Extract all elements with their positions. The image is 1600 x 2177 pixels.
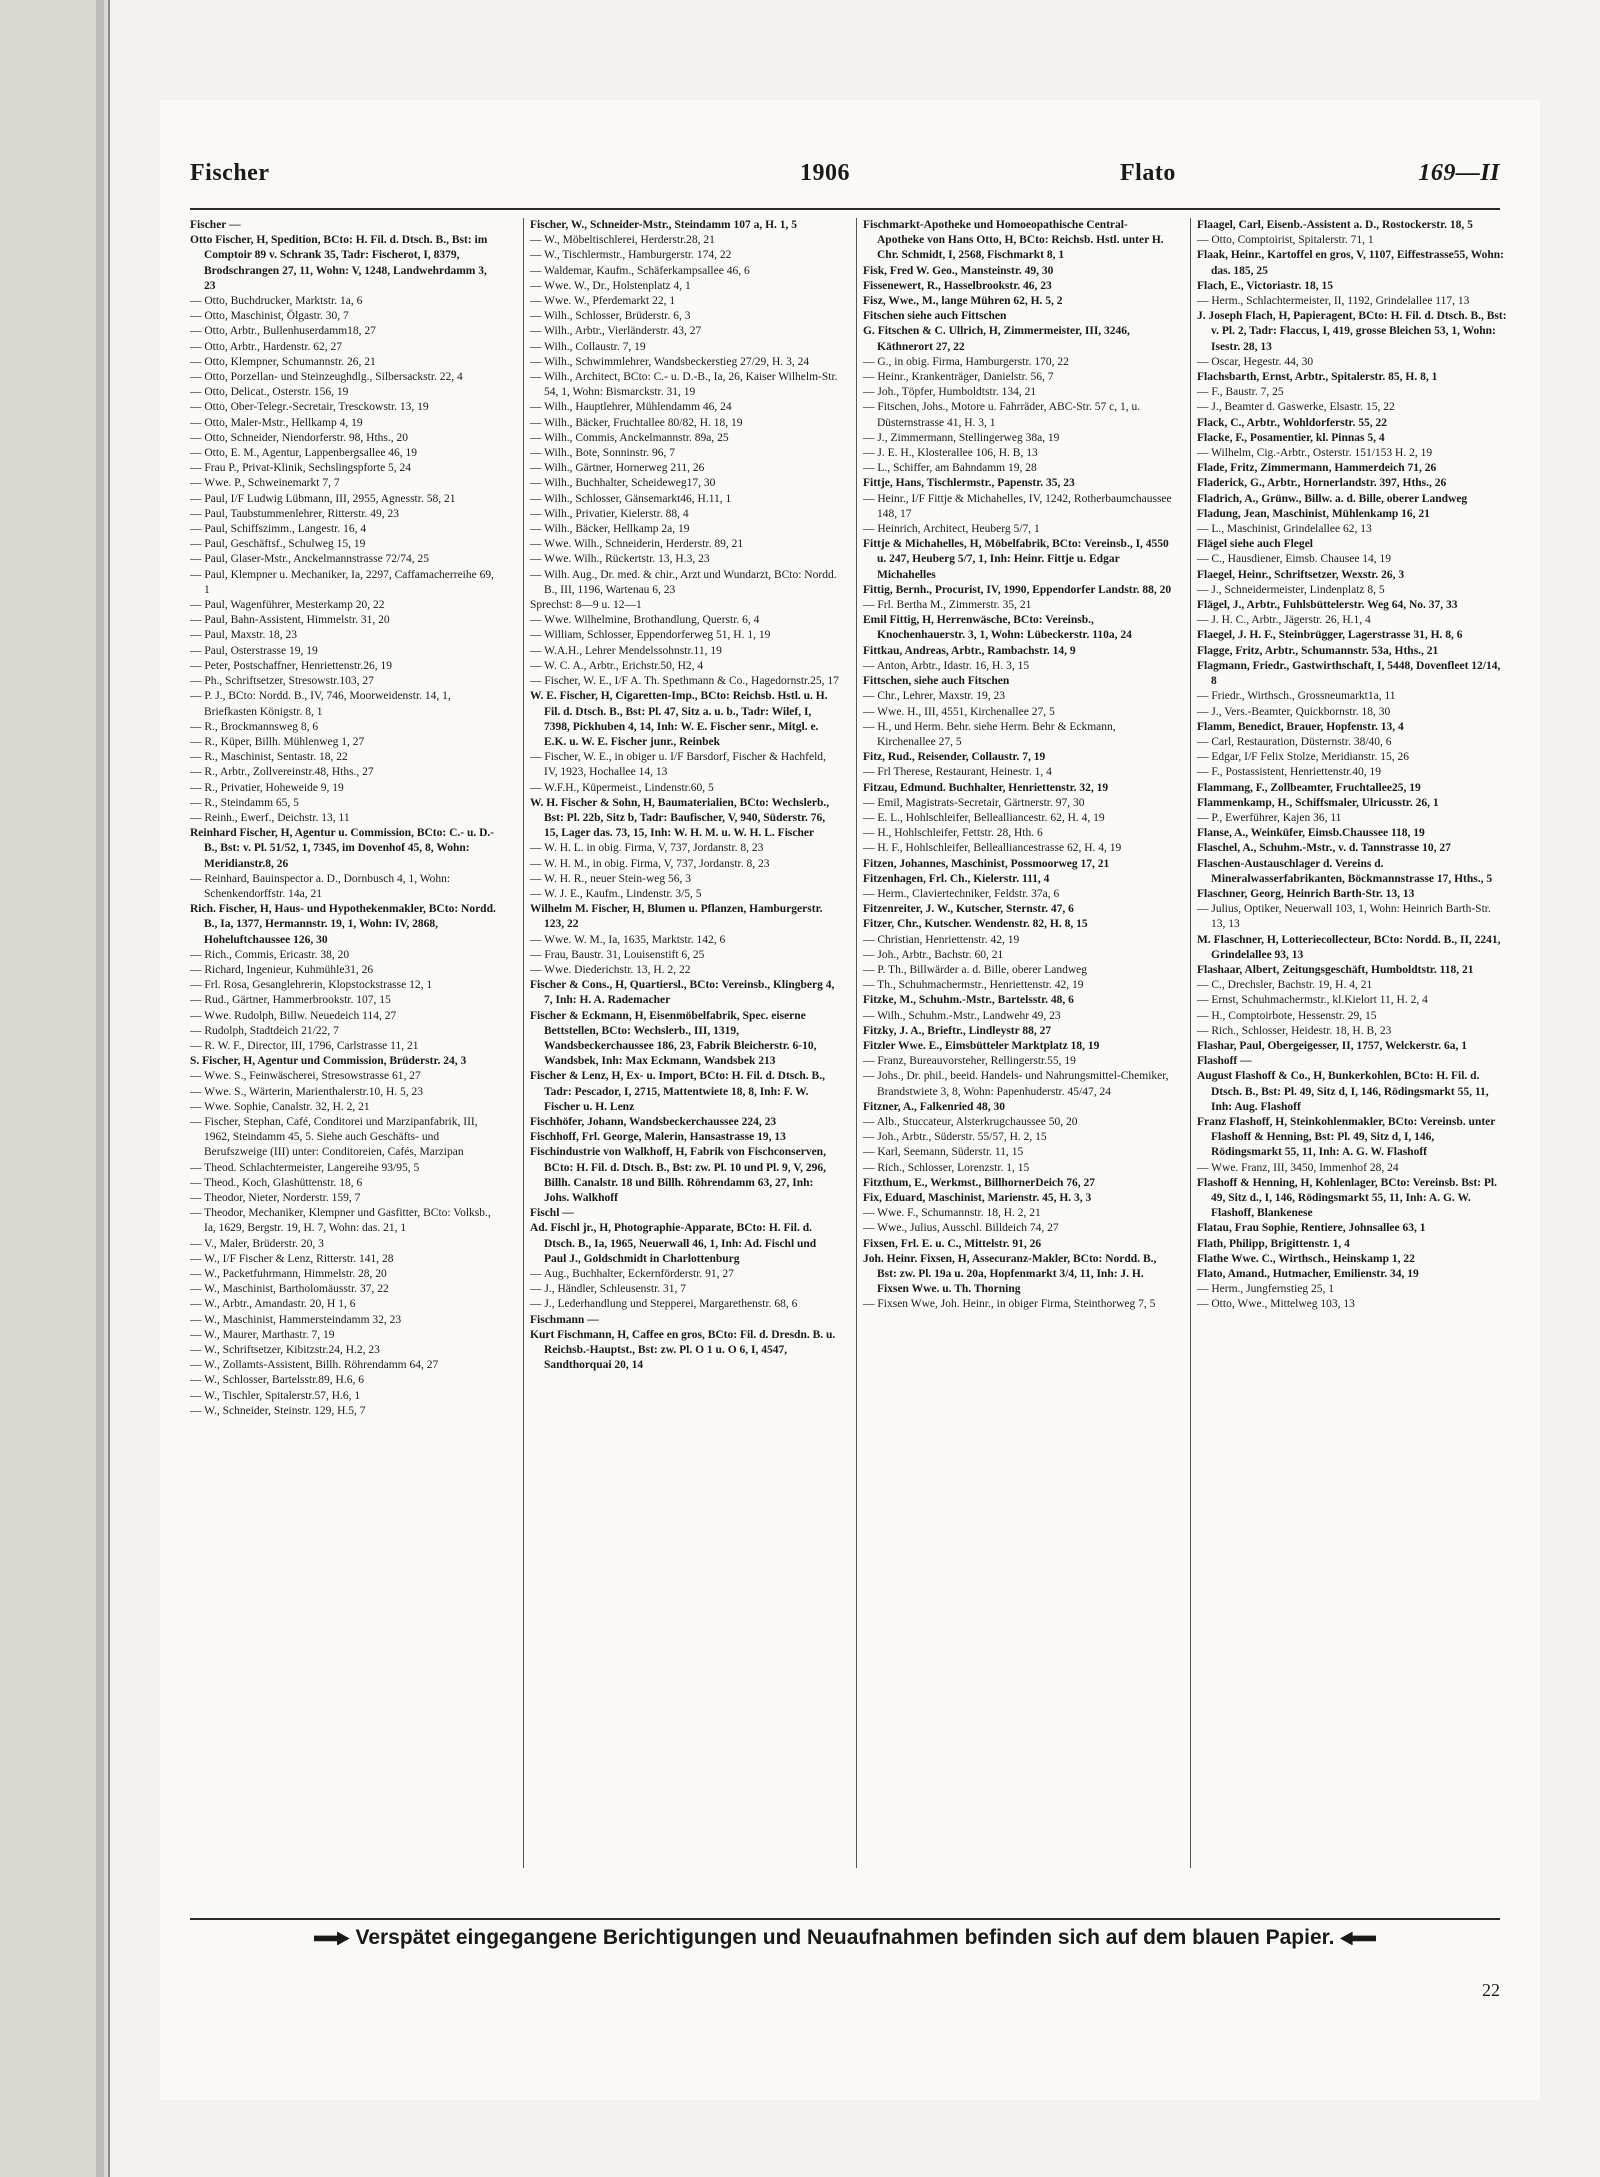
directory-entry: Flashoff — [1197, 1055, 1252, 1068]
directory-entry: Fittschen, siehe auch Fitschen [863, 675, 1010, 688]
directory-entry: — W., Maschinist, Bartholomäusstr. 37, 22 [190, 1283, 389, 1296]
directory-entry: — J., Beamter d. Gaswerke, Elsastr. 15, 22 [1197, 401, 1395, 414]
directory-entry: Fitzner, A., Falkenried 48, 30 [863, 1100, 1006, 1113]
directory-entry: Emil Fittig, H, Herrenwäsche, BCto: Vereinsb., Knochenhauerstr. 3, 1, Wohn: Lübeckerstr. 110a, 24 [863, 614, 1132, 642]
directory-entry: Fischmarkt-Apotheke und Homoeopathische Central-Apotheke von Hans Otto, H, BCto: Reichsb. Hstl. unter H. Chr. Schmidt, I, 2568, Fischmarkt 8, 1 [863, 219, 1164, 262]
directory-entry: Flade, Fritz, Zimmermann, Hammerdeich 71, 26 [1197, 462, 1437, 475]
directory-entry: Fitzthum, E., Werkmst., BillhornerDeich 76, 27 [863, 1176, 1096, 1189]
directory-entry: Flagmann, Friedr., Gastwirthschaft, I, 5448, Dovenfleet 12/14, 8 [1197, 659, 1501, 688]
directory-entry: Flaegel, Heinr., Schriftsetzer, Wexstr. 26, 3 [1197, 568, 1405, 581]
directory-entry: — G., in obig. Firma, Hamburgerstr. 170, 22 [863, 355, 1069, 368]
column-2 [523, 218, 840, 1868]
directory-entry: — Paul, Schiffszimm., Langestr. 16, 4 [190, 523, 367, 536]
directory-entry: — Otto, Klempner, Schumannstr. 26, 21 [190, 355, 376, 368]
directory-entry: Fittig, Bernh., Procurist, IV, 1990, Eppendorfer Landstr. 88, 20 [863, 583, 1172, 596]
directory-entry: — Paul, Maxstr. 18, 23 [190, 629, 298, 642]
directory-entry: — R., Privatier, Hoheweide 9, 19 [190, 781, 344, 794]
directory-entry: — Theod. Schlachtermeister, Langereihe 93/95, 5 [190, 1161, 420, 1174]
directory-entry: — Rich., Schlosser, Heidestr. 18, H. B, 23 [1197, 1024, 1392, 1037]
directory-entry: Flach, E., Victoriastr. 18, 15 [1197, 279, 1333, 292]
directory-entry: — Fischer, Stephan, Café, Conditorei und Marzipanfabrik, III, 1962, Steindamm 45, 5. Siehe auch Geschäfts- und Berufszweige (III) unter: Conditoreien, Cafés, Marzipan [190, 1115, 478, 1159]
directory-entry: Reinhard Fischer, H, Agentur u. Commission, BCto: C.- u. D.-B., Bst: v. Pl. 51/52, 1, 7345, im Dovenhof 45, 8, Wohn: Meridianstr.8, 26 [190, 827, 495, 870]
directory-entry: — Paul, Klempner u. Mechaniker, Ia, 2297, Caffamacherreihe 69, 1 [190, 568, 494, 596]
directory-entry: — Otto, Comptoirist, Spitalerstr. 71, 1 [1197, 234, 1374, 247]
directory-entry: — Wwe. W. M., Ia, 1635, Marktstr. 142, 6 [530, 933, 726, 946]
directory-entry: — Rud., Gärtner, Hammerbrookstr. 107, 15 [190, 994, 391, 1007]
directory-entry: — Anton, Arbtr., Idastr. 16, H. 3, 15 [863, 659, 1030, 672]
header-year: 1906 [800, 160, 850, 186]
directory-entry: Flashaar, Albert, Zeitungsgeschäft, Humboldtstr. 118, 21 [1197, 963, 1474, 976]
directory-entry: Fittje & Michahelles, H, Möbelfabrik, BCto: Vereinsb., I, 4550 u. 247, Heuberg 5/7, 1, Inh: Heinr. Fittje u. Edgar Michahelles [863, 538, 1169, 581]
directory-entry: — Wwe. H., III, 4551, Kirchenallee 27, 5 [863, 705, 1055, 718]
directory-entry: — Wilh., Schuhm.-Mstr., Landwehr 49, 23 [863, 1009, 1061, 1022]
directory-entry: — Karl, Seemann, Süderstr. 11, 15 [863, 1146, 1024, 1159]
directory-entry: — R., Brockmannsweg 8, 6 [190, 720, 319, 733]
directory-entry: — Otto, Maschinist, Ölgastr. 30, 7 [190, 310, 349, 323]
directory-entry: Flaak, Heinr., Kartoffel en gros, V, 1107, Eiffestrasse55, Wohn: das. 185, 25 [1197, 249, 1504, 277]
directory-entry: Fischhoff, Frl. George, Malerin, Hansastrasse 19, 13 [530, 1131, 786, 1144]
directory-entry: — W., Maschinist, Hammersteindamm 32, 23 [190, 1313, 402, 1326]
directory-entry: — R., Küper, Billh. Mühlenweg 1, 27 [190, 735, 365, 748]
directory-entry: — Wilh., Gärtner, Hornerweg 211, 26 [530, 462, 705, 475]
directory-entry: — Wwe. Franz, III, 3450, Immenhof 28, 24 [1197, 1161, 1399, 1174]
header-page-number: 169—II [1418, 160, 1500, 186]
directory-entry: — Heinr., I/F Fittje & Michahelles, IV, 1242, Rotherbaumchaussee 148, 17 [863, 492, 1172, 520]
directory-entry: — Richard, Ingenieur, Kuhmühle31, 26 [190, 963, 374, 976]
directory-page [160, 100, 1540, 2100]
directory-entry: — Frau P., Privat-Klinik, Sechslingspforte 5, 24 [190, 462, 412, 475]
directory-entry: — W. H. R., neuer Stein-weg 56, 3 [530, 872, 691, 885]
directory-entry: Flaegel, J. H. F., Steinbrügger, Lagerstrasse 31, H. 8, 6 [1197, 629, 1463, 642]
directory-entry: — Wwe. Wilh., Rückertstr. 13, H.3, 23 [530, 553, 710, 566]
directory-entry: — Theod., Koch, Glashüttenstr. 18, 6 [190, 1176, 363, 1189]
directory-entry: — Paul, Bahn-Assistent, Himmelstr. 31, 20 [190, 614, 390, 627]
directory-entry: — W.F.H., Küpermeist., Lindenstr.60, 5 [530, 781, 714, 794]
directory-entry: — W. H. L. in obig. Firma, V, 737, Jordanstr. 8, 23 [530, 842, 764, 855]
directory-entry: — Chr., Lehrer, Maxstr. 19, 23 [863, 690, 1005, 703]
directory-entry: — Johs., Dr. phil., beeid. Handels- und Nahrungsmittel-Chemiker, Brandstwiete 3, 8, Wohn: Papenhuderstr. 45/47, 24 [863, 1070, 1169, 1098]
directory-entry: — Otto, Buchdrucker, Marktstr. 1a, 6 [190, 295, 363, 308]
pointing-hand-icon [314, 1931, 350, 1945]
column-3 [856, 218, 1173, 1868]
directory-entry: Fischhöfer, Johann, Wandsbeckerchaussee 224, 23 [530, 1115, 777, 1128]
directory-entry: Flanse, A., Weinküfer, Eimsb.Chaussee 118, 19 [1197, 827, 1425, 840]
directory-entry: Fischer & Cons., H, Quartiersl., BCto: Vereinsb., Klingberg 4, 7, Inh: H. A. Rademacher [530, 979, 835, 1007]
directory-entry: Flatau, Frau Sophie, Rentiere, Johnsallee 63, 1 [1197, 1222, 1426, 1235]
directory-entry: — Paul, I/F Ludwig Lübmann, III, 2955, Agnesstr. 58, 21 [190, 492, 456, 505]
directory-entry: — Aug., Buchhalter, Eckernförderstr. 91, 27 [530, 1268, 734, 1281]
directory-entry: August Flashoff & Co., H, Bunkerkohlen, BCto: H. Fil. d. Dtsch. B., Bst: Pl. 49, Sitz d, I, 146, Rödingsmarkt 55, 11, Inh: Aug. Flashoff [1197, 1070, 1489, 1113]
directory-entry: — P. Th., Billwärder a. d. Bille, oberer Landweg [863, 963, 1087, 976]
directory-entry: — Christian, Henriettenstr. 42, 19 [863, 933, 1020, 946]
adjacent-page-edge [0, 0, 110, 2177]
directory-entry: Flägel, J., Arbtr., Fuhlsbüttelerstr. Weg 64, No. 37, 33 [1197, 599, 1458, 612]
directory-entry: — Paul, Osterstrasse 19, 19 [190, 644, 318, 657]
directory-entry: — Rudolph, Stadtdeich 21/22, 7 [190, 1024, 339, 1037]
directory-entry: Flaschel, A., Schuhm.-Mstr., v. d. Tannstrasse 10, 27 [1197, 842, 1451, 855]
directory-entry: — Otto, Maler-Mstr., Hellkamp 4, 19 [190, 416, 363, 429]
directory-entry: Fisz, Wwe., M., lange Mühren 62, H. 5, 2 [863, 295, 1063, 308]
directory-entry: Fitzenreiter, J. W., Kutscher, Sternstr. 47, 6 [863, 903, 1074, 916]
running-header [190, 160, 1500, 190]
directory-entry: Fischer, W., Schneider-Mstr., Steindamm 107 a, H. 1, 5 [530, 219, 798, 231]
directory-entry: — Paul, Glaser-Mstr., Anckelmannstrasse 72/74, 25 [190, 553, 430, 566]
directory-entry: — Wwe. Rudolph, Billw. Neuedeich 114, 27 [190, 1009, 397, 1022]
directory-entry: — Frl. Bertha M., Zimmerstr. 35, 21 [863, 599, 1032, 612]
directory-entry: — Wwe. Wilhelmine, Brothandlung, Querstr. 6, 4 [530, 614, 760, 627]
directory-entry: — Wilh., Bote, Sonninstr. 96, 7 [530, 447, 676, 460]
directory-entry: — Wilh., Architect, BCto: C.- u. D.-B., Ia, 26, Kaiser Wilhelm-Str. 54, 1, Wohn: Bismarckstr. 31, 19 [530, 371, 838, 399]
directory-entry: Rich. Fischer, H, Haus- und Hypothekenmakler, BCto: Nordd. B., Ia, 1377, Hermannstr. 19, 1, Wohn: IV, 2868, Hoheluftchaussee 126, 30 [190, 903, 496, 946]
directory-entry: — Wwe. F., Schumannstr. 18, H. 2, 21 [863, 1207, 1041, 1220]
directory-entry: Fisk, Fred W. Geo., Mansteinstr. 49, 30 [863, 264, 1054, 277]
directory-entry: — Wilh., Collaustr. 7, 19 [530, 340, 646, 353]
directory-entry: Fitzky, J. A., Brieftr., Lindleystr 88, 27 [863, 1024, 1052, 1037]
directory-entry: Fitz, Rud., Reisender, Collaustr. 7, 19 [863, 751, 1046, 764]
directory-entry: Flath, Philipp, Brigittenstr. 1, 4 [1197, 1237, 1350, 1250]
directory-entry: — W., Schriftsetzer, Kibitzstr.24, H.2, 23 [190, 1344, 380, 1357]
directory-entry: Flägel siehe auch Flegel [1197, 538, 1313, 551]
directory-entry: — Wilh., Buchhalter, Scheideweg17, 30 [530, 477, 716, 490]
directory-entry: Flammenkamp, H., Schiffsmaler, Ulricusstr. 26, 1 [1197, 796, 1439, 809]
directory-entry: Fladerick, G., Arbtr., Hornerlandstr. 397, Hths., 26 [1197, 477, 1447, 490]
directory-entry: Fitzenhagen, Frl. Ch., Kielerstr. 111, 4 [863, 872, 1050, 885]
directory-entry: Flashar, Paul, Obergeigesser, II, 1757, Welckerstr. 6a, 1 [1197, 1039, 1468, 1052]
directory-entry: — J. H. C., Arbtr., Jägerstr. 26, H.1, 4 [1197, 614, 1371, 627]
binding-strip [96, 0, 104, 2177]
directory-entry: — Otto, Delicat., Osterstr. 156, 19 [190, 386, 349, 399]
directory-entry: — Otto, Wwe., Mittelweg 103, 13 [1197, 1298, 1355, 1311]
directory-entry: — F., Postassistent, Henriettenstr.40, 19 [1197, 766, 1382, 779]
directory-entry: W. E. Fischer, H, Cigaretten-Imp., BCto: Reichsb. Hstl. u. H. Fil. d. Dtsch. B., Bst: Pl. 47, Sitz a. u. b., Tadr: Wilef, I, 7398, Pickhuben 4, 14, Inh: W. E. Fischer senr., Mitgl. e. E.K. u. W. E. Fischer junr., Reinbek [530, 690, 828, 748]
directory-entry: Flaagel, Carl, Eisenb.-Assistent a. D., Rostockerstr. 18, 5 [1197, 219, 1473, 231]
directory-entry: — Wwe. Diederichstr. 13, H. 2, 22 [530, 963, 691, 976]
directory-entry: — Oscar, Hegestr. 44, 30 [1197, 355, 1314, 368]
directory-entry: — L., Maschinist, Grindelallee 62, 13 [1197, 523, 1372, 536]
directory-entry: — Ernst, Schuhmachermstr., kl.Kielort 11, H. 2, 4 [1197, 994, 1428, 1007]
directory-entry: — W., Möbeltischlerei, Herderstr.28, 21 [530, 234, 715, 247]
directory-entry: — Fischer, W. E., I/F A. Th. Spethmann & Co., Hagedornstr.25, 17 [530, 675, 839, 688]
column-4 [1190, 218, 1507, 1868]
directory-entry: Flacke, F., Posamentier, kl. Pinnas 5, 4 [1197, 431, 1385, 444]
directory-entry: M. Flaschner, H, Lotteriecollecteur, BCto: Nordd. B., II, 2241, Grindelallee 93, 13 [1197, 933, 1501, 961]
directory-entry: — Waldemar, Kaufm., Schäferkampsallee 46, 6 [530, 264, 750, 277]
directory-entry: Flachsbarth, Ernst, Arbtr., Spitalerstr. 85, H. 8, 1 [1197, 371, 1438, 384]
entry-columns [190, 218, 1507, 1868]
directory-entry: — J., Zimmermann, Stellingerweg 38a, 19 [863, 431, 1060, 444]
directory-entry: — Alb., Stuccateur, Alsterkrugchaussee 50, 20 [863, 1115, 1078, 1128]
directory-entry: — W., Packetfuhrmann, Himmelstr. 28, 20 [190, 1268, 387, 1281]
footer-notice [200, 1926, 1490, 1950]
directory-entry: — V., Maler, Brüderstr. 20, 3 [190, 1237, 324, 1250]
header-first-name: Fischer [190, 160, 270, 186]
directory-entry: — Peter, Postschaffner, Henriettenstr.26, 19 [190, 659, 392, 672]
directory-entry: — Heinrich, Architect, Heuberg 5/7, 1 [863, 523, 1040, 536]
directory-entry: — W., Arbtr., Amandastr. 20, H 1, 6 [190, 1298, 356, 1311]
directory-entry: — Wilh., Arbtr., Vierländerstr. 43, 27 [530, 325, 702, 338]
directory-entry: — H. F., Hohlschleifer, Bellealliancestrasse 62, H. 4, 19 [863, 842, 1122, 855]
directory-entry: — Frl Therese, Restaurant, Heinestr. 1, 4 [863, 766, 1052, 779]
directory-entry: — Wilh., Privatier, Kielerstr. 88, 4 [530, 507, 689, 520]
directory-entry: Flashoff & Henning, H, Kohlenlager, BCto: Vereinsb. Bst: Pl. 49, Sitz d., I, 146, Rödingsmarkt 55, 11, Inh: A. G. W. Flashoff, Blankenese [1197, 1176, 1497, 1220]
directory-entry: — W., I/F Fischer & Lenz, Ritterstr. 141, 28 [190, 1252, 394, 1265]
directory-entry: — W., Maurer, Marthastr. 7, 19 [190, 1328, 335, 1341]
directory-entry: — Franz, Bureauvorsteher, Rellingerstr.55, 19 [863, 1055, 1076, 1068]
directory-entry: Fitschen siehe auch Fittschen [863, 310, 1007, 323]
directory-entry: — Wwe. Wilh., Schneiderin, Herderstr. 89, 21 [530, 538, 744, 551]
directory-entry: Flammang, F., Zollbeamter, Fruchtallee25, 19 [1197, 781, 1421, 794]
directory-entry: — Emil, Magistrats-Secretair, Gärtnerstr. 97, 30 [863, 796, 1085, 809]
directory-entry: — W., Tischlermstr., Hamburgerstr. 174, 22 [530, 249, 732, 262]
directory-entry: Flathe Wwe. C., Wirthsch., Heinskamp 1, 22 [1197, 1252, 1415, 1265]
directory-entry: — Wwe. P., Schweinemarkt 7, 7 [190, 477, 340, 490]
directory-entry: — Otto, Schneider, Niendorferstr. 98, Hths., 20 [190, 431, 409, 444]
directory-entry: — Herm., Claviertechniker, Feldstr. 37a, 6 [863, 887, 1060, 900]
directory-entry: — W. J. E., Kaufm., Lindenstr. 3/5, 5 [530, 887, 702, 900]
directory-entry: — Rich., Schlosser, Lorenzstr. 1, 15 [863, 1161, 1030, 1174]
directory-entry: Fischer — [190, 219, 241, 231]
directory-entry: — J., Händler, Schleusenstr. 31, 7 [530, 1283, 687, 1296]
directory-entry: — R., Maschinist, Sentastr. 18, 22 [190, 751, 348, 764]
directory-entry: — Paul, Geschäftsf., Schulweg 15, 19 [190, 538, 366, 551]
directory-entry: — Reinh., Ewerf., Deichstr. 13, 11 [190, 811, 350, 824]
directory-entry: Fladung, Jean, Maschinist, Mühlenkamp 16, 21 [1197, 507, 1430, 520]
directory-entry: — H., Comptoirbote, Hessenstr. 29, 15 [1197, 1009, 1377, 1022]
directory-entry: — Theodor, Mechaniker, Klempner und Gasfitter, BCto: Volksb., Ia, 1629, Bergstr. 19, H. 7, Wohn: das. 21, 1 [190, 1207, 491, 1235]
footer-rule [190, 1918, 1500, 1920]
directory-entry: Flack, C., Arbtr., Wohldorferstr. 55, 22 [1197, 416, 1387, 429]
directory-entry: — R. W. F., Director, III, 1796, Carlstrasse 11, 21 [190, 1039, 419, 1052]
directory-entry: — J., Vers.-Beamter, Quickbornstr. 18, 30 [1197, 705, 1391, 718]
directory-entry: — R., Steindamm 65, 5 [190, 796, 299, 809]
directory-entry: — Wwe. Sophie, Canalstr. 32, H. 2, 21 [190, 1100, 370, 1113]
directory-entry: — Ph., Schriftsetzer, Stresowstr.103, 27 [190, 675, 374, 688]
directory-entry: — J., Lederhandlung und Stepperei, Margarethenstr. 68, 6 [530, 1298, 798, 1311]
directory-entry: — W., Schneider, Steinstr. 129, H.5, 7 [190, 1404, 366, 1417]
directory-entry: Flamm, Benedict, Brauer, Hopfenstr. 13, 4 [1197, 720, 1404, 733]
directory-entry: — Th., Schuhmachermstr., Henriettenstr. 42, 19 [863, 979, 1084, 992]
directory-entry: Fitzler Wwe. E., Eimsbütteler Marktplatz 18, 19 [863, 1039, 1100, 1052]
directory-entry: — W.A.H., Lehrer Mendelssohnstr.11, 19 [530, 644, 722, 657]
directory-entry: — E. L., Hohlschleifer, Bellealliancestr. 62, H. 4, 19 [863, 811, 1105, 824]
directory-entry: Fixsen, Frl. E. u. C., Mittelstr. 91, 26 [863, 1237, 1042, 1250]
directory-entry: — Wwe. W., Pferdemarkt 22, 1 [530, 295, 676, 308]
directory-entry: — Joh., Arbtr., Bachstr. 60, 21 [863, 948, 1004, 961]
directory-entry: — R., Arbtr., Zollvereinstr.48, Hths., 27 [190, 766, 374, 779]
directory-entry: — C., Hausdiener, Eimsb. Chausee 14, 19 [1197, 553, 1392, 566]
directory-entry: Wilhelm M. Fischer, H, Blumen u. Pflanzen, Hamburgerstr. 123, 22 [530, 903, 823, 931]
directory-entry: Kurt Fischmann, H, Caffee en gros, BCto: Fil. d. Dresdn. B. u. Reichsb.-Hauptst., Bst: zw. Pl. O 1 u. O 6, I, 4547, Sandthorquai 20, 14 [530, 1328, 836, 1372]
directory-entry: — J. E. H., Klosterallee 106, H. B, 13 [863, 447, 1038, 460]
directory-entry: — Heinr., Krankenträger, Danielstr. 56, 7 [863, 371, 1054, 384]
directory-entry: — Reinhard, Bauinspector a. D., Dornbusch 4, 1, Wohn: Schenkendorffstr. 14a, 21 [190, 872, 451, 900]
directory-entry: — Frl. Rosa, Gesanglehrerin, Klopstockstrasse 12, 1 [190, 979, 433, 992]
directory-entry: Fissenewert, R., Hasselbrookstr. 46, 23 [863, 279, 1052, 292]
directory-entry: S. Fischer, H, Agentur und Commission, Brüderstr. 24, 3 [190, 1055, 467, 1068]
directory-entry: — W. H. M., in obig. Firma, V, 737, Jordanstr. 8, 23 [530, 857, 770, 870]
column-1 [190, 218, 500, 1868]
directory-entry: Fittkau, Andreas, Arbtr., Rambachstr. 14, 9 [863, 644, 1076, 657]
directory-entry: — Herm., Jungfernstieg 25, 1 [1197, 1283, 1335, 1296]
directory-entry: Fischer & Eckmann, H, Eisenmöbelfabrik, Spec. eiserne Bettstellen, BCto: Wechslerb., III, 1319, Wandsbeckerchaussee 186, 23, Fabrik Bleicherstr. 6-10, Wandsbek, Inh: Max Eckmann, Wandsbek 213 [530, 1009, 817, 1068]
directory-entry: — Carl, Restauration, Düsternstr. 38/40, 6 [1197, 735, 1392, 748]
sheet-number: 22 [1482, 1980, 1500, 2000]
header-last-name: Flato [1120, 160, 1176, 186]
directory-entry: Sprechst: 8—9 u. 12—1 [530, 599, 642, 612]
directory-entry: — Otto, Arbtr., Bullenhuserdamm18, 27 [190, 325, 376, 338]
directory-entry: — Wilhelm, Cig.-Arbtr., Osterstr. 151/153 H. 2, 19 [1197, 447, 1433, 460]
directory-entry: — P. J., BCto: Nordd. B., IV, 746, Moorweidenstr. 14, 1, Briefkasten Königstr. 8, 1 [190, 690, 451, 718]
directory-entry: Fix, Eduard, Maschinist, Marienstr. 45, H. 3, 3 [863, 1192, 1092, 1204]
directory-entry: — J., Schneidermeister, Lindenplatz 8, 5 [1197, 583, 1385, 596]
header-rule [190, 208, 1500, 210]
directory-entry: — Herm., Schlachtermeister, II, 1192, Grindelallee 117, 13 [1197, 295, 1470, 308]
directory-entry: Fladrich, A., Grünw., Billw. a. d. Bille, oberer Landweg [1197, 492, 1468, 505]
directory-entry: Fitzke, M., Schuhm.-Mstr., Bartelsstr. 48, 6 [863, 994, 1074, 1007]
directory-entry: Fischindustrie von Walkhoff, H, Fabrik von Fischconserven, BCto: H. Fil. d. Dtsch. B., Bst: zw. Pl. 10 und Pl. 9, V, 296, Billh. Canalstr. 18 und Billh. Röhrendamm 63, 27, Inh: Johs. Walkhoff [530, 1146, 826, 1204]
directory-entry: — Wwe. S., Feinwäscherei, Stresowstrasse 61, 27 [190, 1070, 421, 1083]
pointing-hand-icon [1340, 1931, 1376, 1945]
directory-entry: Flagge, Fritz, Arbtr., Schumannstr. 53a, Hths., 21 [1197, 644, 1439, 657]
directory-entry: — Julius, Optiker, Neuerwall 103, 1, Wohn: Heinrich Barth-Str. 13, 13 [1197, 903, 1491, 931]
directory-entry: Ad. Fischl jr., H, Photographie-Apparate, BCto: H. Fil. d. Dtsch. B., Ia, 1965, Neuerwall 46, 1, Inh: Ad. Fischl und Paul J., Goldschmidt in Charlottenburg [530, 1222, 817, 1265]
directory-entry: Fischl — [530, 1207, 574, 1220]
directory-entry: — Wwe. W., Dr., Holstenplatz 4, 1 [530, 279, 691, 292]
directory-entry: — Friedr., Wirthsch., Grossneumarkt1a, 11 [1197, 690, 1396, 703]
directory-entry: — Wilh., Bäcker, Hellkamp 2a, 19 [530, 523, 690, 536]
directory-entry: — William, Schlosser, Eppendorferweg 51, H. 1, 19 [530, 629, 771, 642]
directory-entry: — F., Baustr. 7, 25 [1197, 386, 1284, 399]
directory-entry: Flaschen-Austauschlager d. Vereins d. Mineralwasserfabrikanten, Böckmannstrasse 17, Hths., 5 [1197, 857, 1493, 885]
directory-entry: — W., Schlosser, Bartelsstr.89, H.6, 6 [190, 1374, 364, 1387]
directory-entry: — Rich., Commis, Ericastr. 38, 20 [190, 948, 350, 961]
directory-entry: G. Fitschen & C. Ullrich, H, Zimmermeister, III, 3246, Käthnerort 27, 22 [863, 325, 1130, 353]
directory-entry: Franz Flashoff, H, Steinkohlenmakler, BCto: Vereinsb. unter Flashoff & Henning, Bst: Pl. 49, Sitz d, I, 146, Rödingsmarkt 55, 11, Inh: A. G. W. Flashoff [1197, 1115, 1496, 1159]
directory-entry: — W., Zollamts-Assistent, Billh. Röhrendamm 64, 27 [190, 1359, 439, 1372]
directory-entry: — Wilh. Aug., Dr. med. & chir., Arzt und Wundarzt, BCto: Nordd. B., III, 1196, Wartenau 6, 23 [530, 568, 837, 596]
directory-entry: — W. C. A., Arbtr., Erichstr.50, H2, 4 [530, 659, 704, 672]
directory-entry: — Wilh., Commis, Anckelmannstr. 89a, 25 [530, 431, 729, 444]
directory-entry: — Wilh., Schlosser, Gänsemarkt46, H.11, 1 [530, 492, 732, 505]
directory-entry: — Paul, Wagenführer, Mesterkamp 20, 22 [190, 599, 385, 612]
directory-entry: — Otto, Porzellan- und Steinzeughdlg., Silbersackstr. 22, 4 [190, 371, 463, 384]
directory-entry: Fitzer, Chr., Kutscher. Wendenstr. 82, H. 8, 15 [863, 918, 1088, 931]
directory-entry: — Wilh., Hauptlehrer, Mühlendamm 46, 24 [530, 401, 732, 414]
directory-entry: Flato, Amand., Hutmacher, Emilienstr. 34, 19 [1197, 1268, 1419, 1281]
directory-entry: — Wilh., Bäcker, Fruchtallee 80/82, H. 18, 19 [530, 416, 743, 429]
directory-entry: Fitzau, Edmund. Buchhalter, Henriettenstr. 32, 19 [863, 781, 1109, 794]
directory-entry: — W., Tischler, Spitalerstr.57, H.6, 1 [190, 1389, 361, 1402]
directory-entry: — H., Hohlschleifer, Fettstr. 28, Hth. 6 [863, 827, 1043, 840]
directory-entry: — Fitschen, Johs., Motore u. Fahrräder, ABC-Str. 57 c, 1, u. Düsternstrasse 41, H. 3, 1 [863, 401, 1141, 429]
directory-entry: — L., Schiffer, am Bahndamm 19, 28 [863, 462, 1037, 475]
directory-entry: Flaschner, Georg, Heinrich Barth-Str. 13, 13 [1197, 887, 1415, 900]
directory-entry: — H., und Herm. Behr. siehe Herm. Behr & Eckmann, Kirchenallee 27, 5 [863, 720, 1116, 748]
directory-entry: — Otto, Ober-Telegr.-Secretair, Tresckowstr. 13, 19 [190, 401, 429, 414]
directory-entry: — Paul, Taubstummenlehrer, Ritterstr. 49, 23 [190, 507, 400, 520]
directory-entry: — C., Drechsler, Bachstr. 19, H. 4, 21 [1197, 979, 1373, 992]
footer-notice-text: Verspätet eingegangene Berichtigungen und Neuaufnahmen befinden sich auf dem blauen Papier. [355, 1926, 1335, 1949]
directory-entry: — Joh., Töpfer, Humboldtstr. 134, 21 [863, 386, 1037, 399]
directory-entry: — Wwe., Julius, Ausschl. Billdeich 74, 27 [863, 1222, 1059, 1235]
directory-entry: — Frau, Baustr. 31, Louisenstift 6, 25 [530, 948, 705, 961]
directory-entry: — Theodor, Nieter, Norderstr. 159, 7 [190, 1192, 361, 1204]
directory-entry: — Joh., Arbtr., Süderstr. 55/57, H. 2, 15 [863, 1131, 1047, 1144]
directory-entry: — Otto, Arbtr., Hardenstr. 62, 27 [190, 340, 343, 353]
directory-entry: Fischer & Lenz, H, Ex- u. Import, BCto: H. Fil. d. Dtsch. B., Tadr: Pescador, I, 2715, Mattentwiete 18, 8, Inh: F. W. Fischer u. H. Lenz [530, 1070, 825, 1113]
directory-entry: — P., Ewerführer, Kajen 36, 11 [1197, 811, 1342, 824]
directory-entry: W. H. Fischer & Sohn, H, Baumaterialien, BCto: Wechslerb., Bst: Pl. 22b, Sitz b, Tadr: Baufischer, V, 940, Süderstr. 76, 15, Lager das. 73, 15, Inh: W. H. M. u. W. H. L. Fischer [530, 796, 830, 840]
directory-entry: J. Joseph Flach, H, Papieragent, BCto: H. Fil. d. Dtsch. B., Bst: v. Pl. 2, Tadr: Flaccus, I, 419, grosse Bleichen 53, 1, Wohn: Isestr. 28, 13 [1197, 310, 1507, 353]
directory-entry: — Otto, E. M., Agentur, Lappenbergsallee 46, 19 [190, 447, 418, 460]
directory-entry: — Wilh., Schlosser, Brüderstr. 6, 3 [530, 310, 691, 323]
directory-entry: Fitzen, Johannes, Maschinist, Possmoorweg 17, 21 [863, 857, 1110, 870]
directory-entry: — Fischer, W. E., in obiger u. I/F Barsdorf, Fischer & Hachfeld, IV, 1923, Hochallee 14, 13 [530, 751, 826, 779]
directory-entry: — Wilh., Schwimmlehrer, Wandsbeckerstieg 27/29, H. 3, 24 [530, 355, 810, 368]
directory-entry: Fittje, Hans, Tischlermstr., Papenstr. 35, 23 [863, 477, 1075, 490]
directory-entry: — Edgar, I/F Felix Stolze, Meridianstr. 15, 26 [1197, 751, 1409, 764]
directory-entry: — Wwe. S., Wärterin, Marienthalerstr.10, H. 5, 23 [190, 1085, 424, 1098]
directory-entry: Otto Fischer, H, Spedition, BCto: H. Fil. d. Dtsch. B., Bst: im Comptoir 89 v. Schrank 35, Tadr: Fischerot, I, 8379, Brodschrangen 27, 11, Wohn: V, 1248, Landwehrdamm 3, 23 [190, 234, 488, 292]
directory-entry: Joh. Heinr. Fixsen, H, Assecuranz-Makler, BCto: Nordd. B., Bst: zw. Pl. 19a u. 20a, Hopfenmarkt 3/4, 11, Inh: J. H. Fixsen Wwe. u. Th. Thorning [863, 1252, 1157, 1296]
directory-entry: Fischmann — [530, 1313, 599, 1326]
directory-entry: — Fixsen Wwe, Joh. Heinr., in obiger Firma, Steinthorweg 7, 5 [863, 1298, 1156, 1311]
